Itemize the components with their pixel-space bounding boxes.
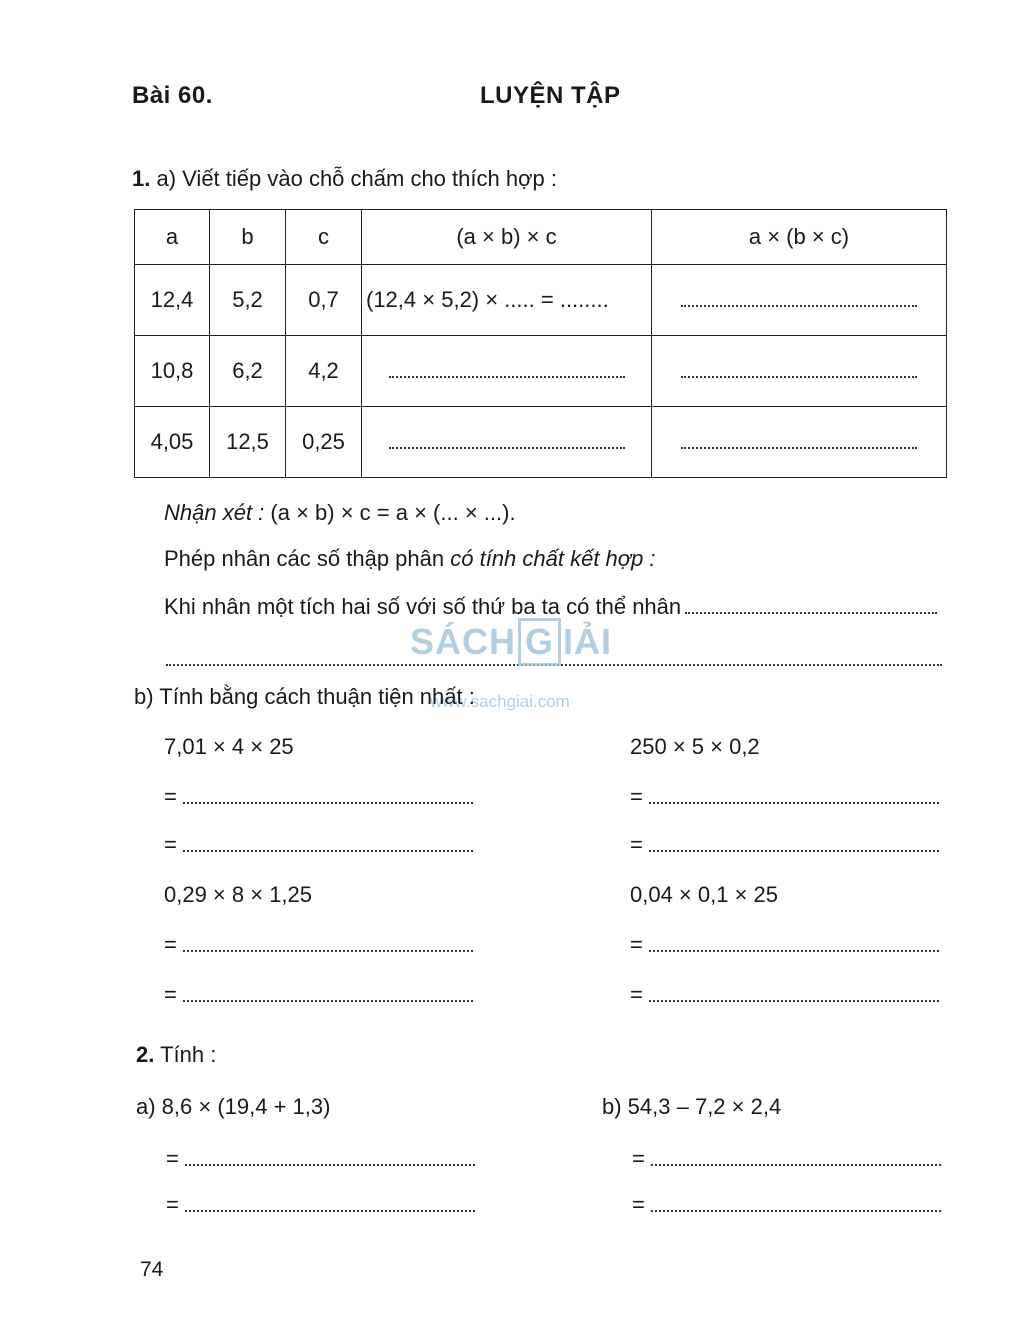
problem-3: 0,29 × 8 × 1,25 <box>164 882 313 907</box>
answer-line[interactable] <box>630 832 939 858</box>
answer-line[interactable] <box>164 832 473 858</box>
blank-line <box>681 433 917 449</box>
blank-line <box>649 936 939 952</box>
exercise-2-instruction <box>136 1042 216 1068</box>
answer-line[interactable] <box>166 1192 475 1218</box>
blank-line <box>183 936 473 952</box>
answer-line[interactable] <box>630 932 939 958</box>
blank-line <box>389 433 625 449</box>
cell-b: 6,2 <box>210 336 286 407</box>
blank-line <box>649 788 939 804</box>
lesson-title: LUYỆN TẬP <box>480 82 621 109</box>
cell-ab-c[interactable] <box>362 407 652 478</box>
remark-label: Nhận xét : <box>164 500 265 525</box>
watermark-brand-g: G <box>518 618 561 666</box>
blank-line <box>185 1150 475 1166</box>
equals-sign: = <box>164 832 177 857</box>
header-ab-c: (a × b) × c <box>362 210 652 265</box>
header-c: c <box>286 210 362 265</box>
remark-formula: (a × b) × c = a × (... × ...). <box>264 500 516 525</box>
rule-statement <box>164 594 937 620</box>
table-row <box>135 336 947 407</box>
header-b: b <box>210 210 286 265</box>
problem-1: 7,01 × 4 × 25 <box>164 734 294 759</box>
table-row <box>135 407 947 478</box>
answer-line[interactable] <box>630 982 939 1008</box>
blank-line <box>649 986 939 1002</box>
property-italic: có tính chất kết hợp : <box>450 546 656 571</box>
cell-a-bc[interactable] <box>652 407 947 478</box>
lesson-number: Bài 60. <box>132 82 213 109</box>
equals-sign: = <box>630 932 643 957</box>
answer-line[interactable] <box>164 932 473 958</box>
watermark-url: www.sachgiai.com <box>430 692 570 711</box>
equals-sign: = <box>632 1192 645 1217</box>
blank-line <box>651 1150 941 1166</box>
answer-line[interactable] <box>164 784 473 810</box>
cell-a-bc[interactable] <box>652 336 947 407</box>
equals-sign: = <box>630 832 643 857</box>
watermark <box>410 618 613 711</box>
equals-sign: = <box>630 982 643 1007</box>
exercise-2-label: Tính : <box>154 1042 217 1067</box>
page-number: 74 <box>140 1258 164 1281</box>
exercise-2a: a) 8,6 × (19,4 + 1,3) <box>136 1094 331 1119</box>
cell-a: 10,8 <box>135 336 210 407</box>
cell-a: 12,4 <box>135 265 210 336</box>
blank-line <box>649 836 939 852</box>
equals-sign: = <box>164 784 177 809</box>
equals-sign: = <box>630 784 643 809</box>
property-plain: Phép nhân các số thập phân <box>164 546 451 571</box>
table-row <box>135 265 947 336</box>
exercise-1-number: 1. <box>132 166 151 191</box>
equals-sign: = <box>632 1146 645 1171</box>
cell-b: 12,5 <box>210 407 286 478</box>
answer-line[interactable] <box>632 1192 941 1218</box>
problem-4: 0,04 × 0,1 × 25 <box>630 882 779 907</box>
table-header-row <box>135 210 947 265</box>
exercise-1a-instruction <box>132 166 557 192</box>
cell-c: 0,7 <box>286 265 362 336</box>
problem-2: 250 × 5 × 0,2 <box>630 734 760 759</box>
cell-b: 5,2 <box>210 265 286 336</box>
equals-sign: = <box>166 1192 179 1217</box>
blank-line <box>389 362 625 378</box>
exercise-1a-text: a) Viết tiếp vào chỗ chấm cho thích hợp : <box>156 166 557 191</box>
blank-line <box>183 788 473 804</box>
blank-line <box>185 1196 475 1212</box>
header-a-bc: a × (b × c) <box>652 210 947 265</box>
header-a: a <box>135 210 210 265</box>
blank-line <box>651 1196 941 1212</box>
blank-line[interactable] <box>685 598 937 614</box>
cell-a-bc[interactable] <box>652 265 947 336</box>
cell-a: 4,05 <box>135 407 210 478</box>
rule-text: Khi nhân một tích hai số với số thứ ba ta có thể nhân <box>164 594 682 619</box>
equals-sign: = <box>164 932 177 957</box>
watermark-brand-rest: IẢI <box>563 621 613 662</box>
cell-c: 4,2 <box>286 336 362 407</box>
blank-line <box>681 291 917 307</box>
cell-c: 0,25 <box>286 407 362 478</box>
answer-line[interactable] <box>166 1146 475 1172</box>
answer-line[interactable] <box>630 784 939 810</box>
exercise-2b: b) 54,3 – 7,2 × 2,4 <box>602 1094 782 1119</box>
exercise-1b-instruction: b) Tính bằng cách thuận tiện nhất : <box>134 684 475 709</box>
blank-line <box>681 362 917 378</box>
cell-ab-c[interactable]: (12,4 × 5,2) × ..... = ........ <box>362 265 652 336</box>
property-statement <box>164 546 656 572</box>
equals-sign: = <box>166 1146 179 1171</box>
blank-line <box>183 836 473 852</box>
answer-line[interactable] <box>632 1146 941 1172</box>
equals-sign: = <box>164 982 177 1007</box>
associative-table <box>134 209 947 478</box>
watermark-brand: SÁCH <box>410 621 517 662</box>
exercise-2-number: 2. <box>136 1042 155 1067</box>
cell-ab-c[interactable] <box>362 336 652 407</box>
remark <box>164 500 516 526</box>
blank-line <box>183 986 473 1002</box>
answer-line[interactable] <box>164 982 473 1008</box>
